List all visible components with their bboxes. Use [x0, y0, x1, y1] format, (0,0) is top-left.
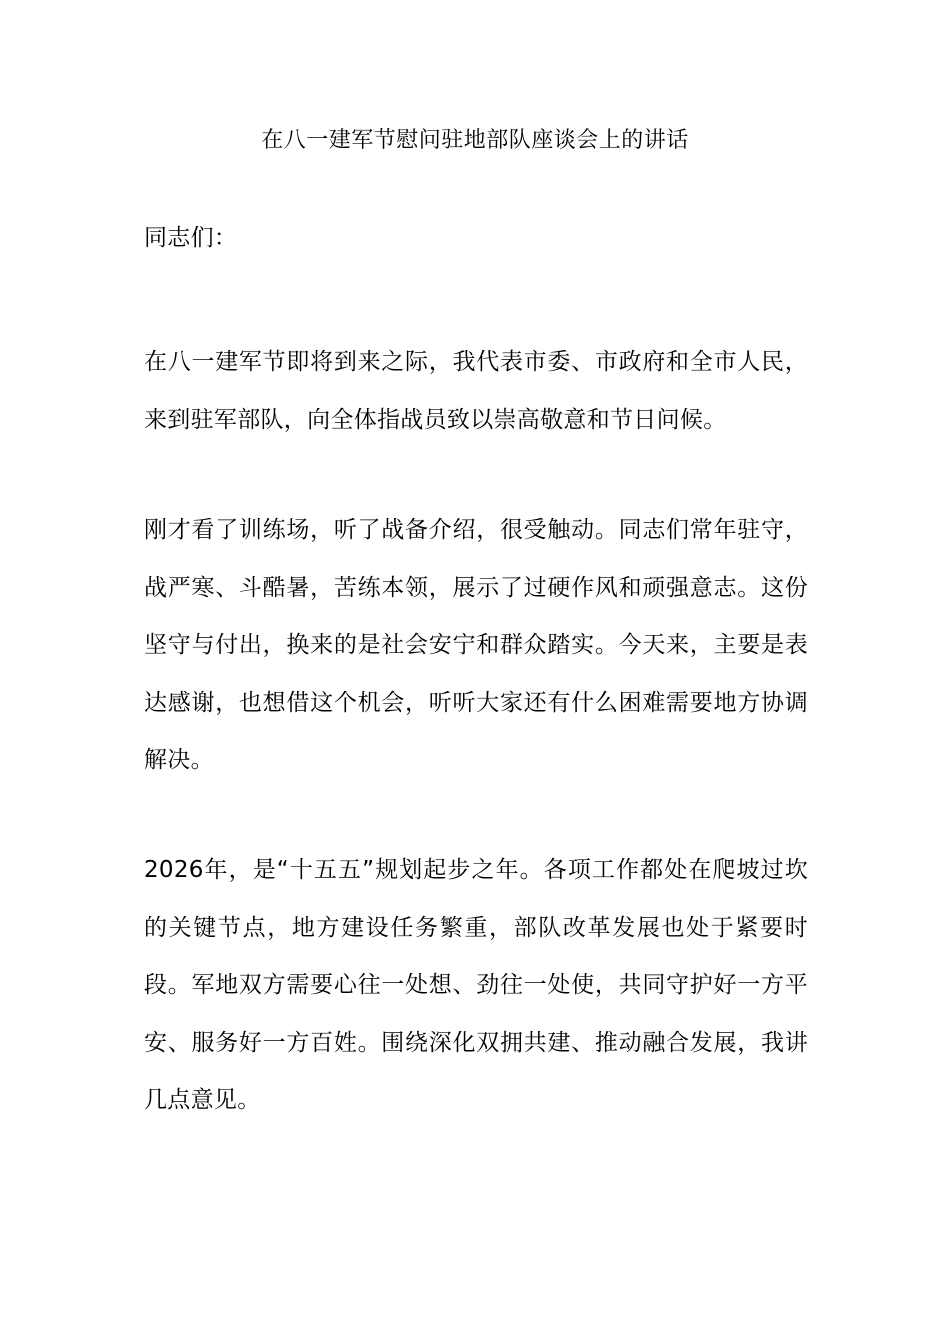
paragraph-3: 2026年，是“十五五”规划起步之年。各项工作都处在爬坡过坎的关键节点，地方建设任务繁重，部队改革发展也处于紧要时段。军地双方需要心往一处想、劲往一处使，共同守护好一方平安、服务好一方百姓。围绕深化双拥共建、推动融合发展，我讲几点意见。 [144, 857, 808, 1113]
paragraph-2: 刚才看了训练场，听了战备介绍，很受触动。同志们常年驻守，战严寒、斗酷暑，苦练本领，展示了过硬作风和顽强意志。这份坚守与付出，换来的是社会安宁和群众踏实。今天来，主要是表达感谢，也想借这个机会，听听大家还有什么困难需要地方协调解决。 [144, 517, 808, 773]
salutation: 同志们： [144, 225, 238, 251]
document-title: 在八一建军节慰问驻地部队座谈会上的讲话 [261, 128, 689, 153]
paragraph-1: 在八一建军节即将到来之际，我代表市委、市政府和全市人民，来到驻军部队，向全体指战员致以崇高敬意和节日问候。 [144, 349, 808, 433]
